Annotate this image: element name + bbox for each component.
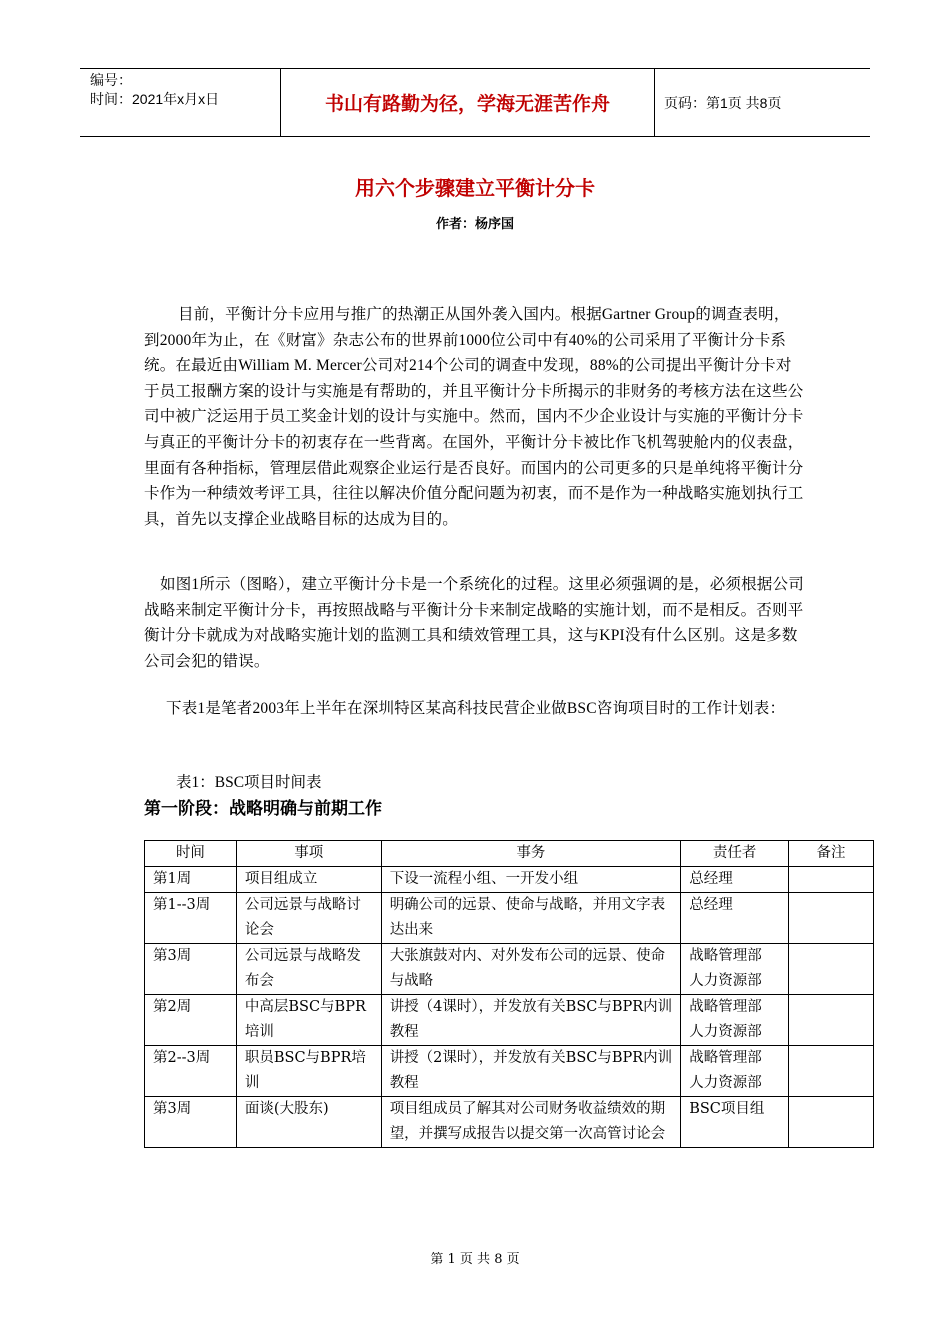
cell-owner: 战略管理部 人力资源部 (681, 1046, 789, 1097)
paragraph-process: 如图1所示（图略），建立平衡计分卡是一个系统化的过程。这里必须强调的是，必须根据公司战略来制定平衡计分卡，再按照战略与平衡计分卡来制定战略的实施计划，而不是相反。否则平衡计分卡就成为对战略实施计划的监测工具和绩效管理工具，这与KPI没有什么区别。这是多数公司会犯的错误。 (144, 576, 804, 670)
cell-note (789, 944, 874, 995)
cell-item: 中高层BSC与BPR培训 (236, 995, 381, 1046)
header-time-label: 时间：2021年x月x日 (90, 91, 220, 107)
cell-time: 第2周 (145, 995, 237, 1046)
header-number-label: 编号： (90, 72, 132, 88)
header-page-info: 页码：第1页 共8页 (664, 94, 782, 111)
cell-task: 讲授（2课时），并发放有关BSC与BPR内训教程 (381, 1046, 681, 1097)
page-header (80, 68, 870, 137)
cell-owner: 总经理 (681, 893, 789, 944)
cell-time: 第1周 (145, 867, 237, 893)
cell-owner: 战略管理部 人力资源部 (681, 944, 789, 995)
table-row (145, 995, 874, 1046)
cell-owner: BSC项目组 (681, 1097, 789, 1148)
paragraph-table-intro: 下表1是笔者2003年上半年在深圳特区某高科技民营企业做BSC咨询项目时的工作计划表： (166, 700, 786, 717)
paragraph-intro: 目前，平衡计分卡应用与推广的热潮正从国外袭入国内。根据Gartner Group的调查表明，到2000年为止，在《财富》杂志公布的世界前1000位公司中有40%的公司采用了平衡计分卡系统。在最近由William M. Mercer公司对214个公司的调查中发现，88%的公司提出平衡计分卡对于员工报酬方案的设计与实施是有帮助的，并且平衡计分卡所揭示的非财务的考核方法在这些公司中被广泛运用于员工奖金计划的设计与实施中。然而，国内不少企业设计与实施的平衡计分卡与真正的平衡计分卡的初衷存在一些背离。在国外，平衡计分卡被比作飞机驾驶舱内的仪表盘，里面有各种指标，管理层借此观察企业运行是否良好。而国内的公司更多的只是单纯将平衡计分卡作为一种绩效考评工具，往往以解决价值分配问题为初衷，而不是作为一种战略实施划执行工具，首先以支撑企业战略目标的达成为目的。 (144, 306, 804, 528)
cell-owner: 战略管理部 人力资源部 (681, 995, 789, 1046)
cell-task: 大张旗鼓对内、对外发布公司的远景、使命与战略 (381, 944, 681, 995)
table-row (145, 944, 874, 995)
cell-item: 公司远景与战略发布会 (236, 944, 381, 995)
project-schedule-table (144, 840, 874, 1148)
cell-note (789, 867, 874, 893)
document-author: 作者：杨序国 (435, 217, 514, 232)
cell-time: 第2--3周 (145, 1046, 237, 1097)
cell-owner: 总经理 (681, 867, 789, 893)
cell-note (789, 995, 874, 1046)
cell-item: 项目组成立 (236, 867, 381, 893)
cell-item: 职员BSC与BPR培训 (236, 1046, 381, 1097)
cell-task: 下设一流程小组、一开发小组 (381, 867, 681, 893)
table-row (145, 893, 874, 944)
table-header-row (145, 841, 874, 867)
cell-time: 第3周 (145, 944, 237, 995)
table-caption: 表1：BSC项目时间表 (176, 774, 322, 791)
cell-task: 讲授（4课时），并发放有关BSC与BPR内训教程 (381, 995, 681, 1046)
table-row (145, 1046, 874, 1097)
page-footer: 第 1 页 共 8 页 (430, 1252, 520, 1267)
cell-task: 明确公司的远景、使命与战略，并用文字表达出来 (381, 893, 681, 944)
cell-task: 项目组成员了解其对公司财务收益绩效的期望，并撰写成报告以提交第一次高管讨论会 (381, 1097, 681, 1148)
cell-note (789, 1097, 874, 1148)
document-title: 用六个步骤建立平衡计分卡 (355, 176, 595, 200)
cell-item: 面谈(大股东) (236, 1097, 381, 1148)
cell-time: 第1--3周 (145, 893, 237, 944)
header-task: 事务 (381, 841, 681, 867)
header-meta (80, 69, 281, 136)
header-motto: 书山有路勤为径，学海无涯苦作舟 (281, 69, 655, 136)
header-item: 事项 (236, 841, 381, 867)
cell-time: 第3周 (145, 1097, 237, 1148)
cell-note (789, 1046, 874, 1097)
header-owner: 责任者 (681, 841, 789, 867)
table-row (145, 1097, 874, 1148)
phase-title: 第一阶段：战略明确与前期工作 (144, 799, 382, 819)
table-row (145, 867, 874, 893)
cell-item: 公司远景与战略讨论会 (236, 893, 381, 944)
header-note: 备注 (789, 841, 874, 867)
header-time: 时间 (145, 841, 237, 867)
cell-note (789, 893, 874, 944)
